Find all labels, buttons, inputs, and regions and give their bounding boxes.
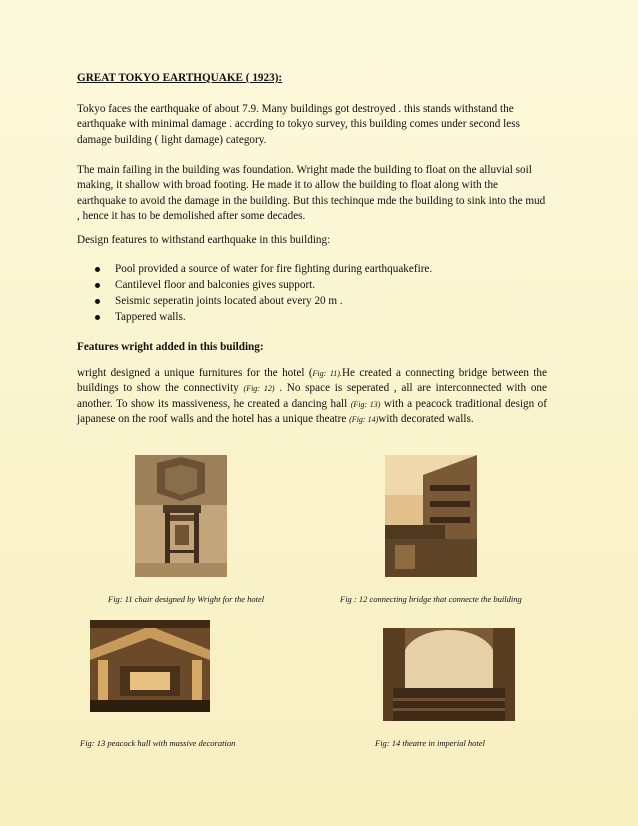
- paragraph-foundation: The main failing in the building was foundation. Wright made the building to float on the alluvial soil making, it shallow with broad footing. He made it to allow the building to float along with the earthquake to avoid the damage in the building. But this techinque mde the building to sink into the mud , hence it has to be demolished after some decades.: [77, 164, 546, 223]
- bridge-photo: [385, 455, 477, 577]
- list-item: Seismic seperatin joints located about every 20 m .: [77, 294, 547, 310]
- list-item: Tappered walls.: [77, 310, 547, 326]
- paragraph-earthquake: Tokyo faces the earthquake of about 7.9. Many buildings got destroyed . this stands withstand the earthquake with minimal damage . accrding to tokyo survey, this building comes under second less damage building ( light damage) category.: [77, 103, 520, 146]
- figure-reference: Fig: 11).: [312, 369, 342, 378]
- bullet-icon: [95, 267, 100, 272]
- bullet-icon: [95, 315, 100, 320]
- paragraph-design-features: Design features to withstand earthquake in this building:: [77, 234, 331, 246]
- caption-fig-13: Fig: 13 peacock hall with massive decoration: [80, 738, 236, 748]
- figure-reference: (Fig: 14): [349, 415, 379, 425]
- list-item: Pool provided a source of water for fire fighting during earthquakefire.: [77, 262, 547, 278]
- figure-reference: (Fig: 12): [243, 384, 275, 394]
- theatre-photo: [383, 628, 515, 721]
- section-heading: GREAT TOKYO EARTHQUAKE ( 1923):: [77, 72, 283, 84]
- peacock-hall-photo: [90, 620, 210, 712]
- list-item: Cantilevel floor and balconies gives support.: [77, 278, 547, 294]
- features-heading: Features wright added in this building:: [77, 341, 264, 353]
- figure-reference: (Fig: 13): [350, 399, 381, 409]
- chair-photo: [135, 455, 227, 577]
- bullet-icon: [95, 299, 100, 304]
- design-features-list: [77, 262, 547, 326]
- bullet-icon: [95, 283, 100, 288]
- caption-fig-12: Fig : 12 connecting bridge that connecte the building: [340, 594, 522, 604]
- caption-fig-11: Fig: 11 chair designed by Wright for the hotel: [108, 594, 265, 604]
- paragraph-features: wright designed a unique furnitures for the hotel (Fig: 11).He created a connecting bridge between the buildings to show the connectivity (Fig: 12) . No space is seperated , all are interconnected with one another. To show its massiveness, he created a dancing hall (Fig: 13) with a peacock traditional design of japanese on the roof walls and the hotel has a unique theatre (Fig: 14)with decorated walls.: [77, 367, 547, 426]
- caption-fig-14: Fig: 14 theatre in imperial hotel: [375, 738, 485, 748]
